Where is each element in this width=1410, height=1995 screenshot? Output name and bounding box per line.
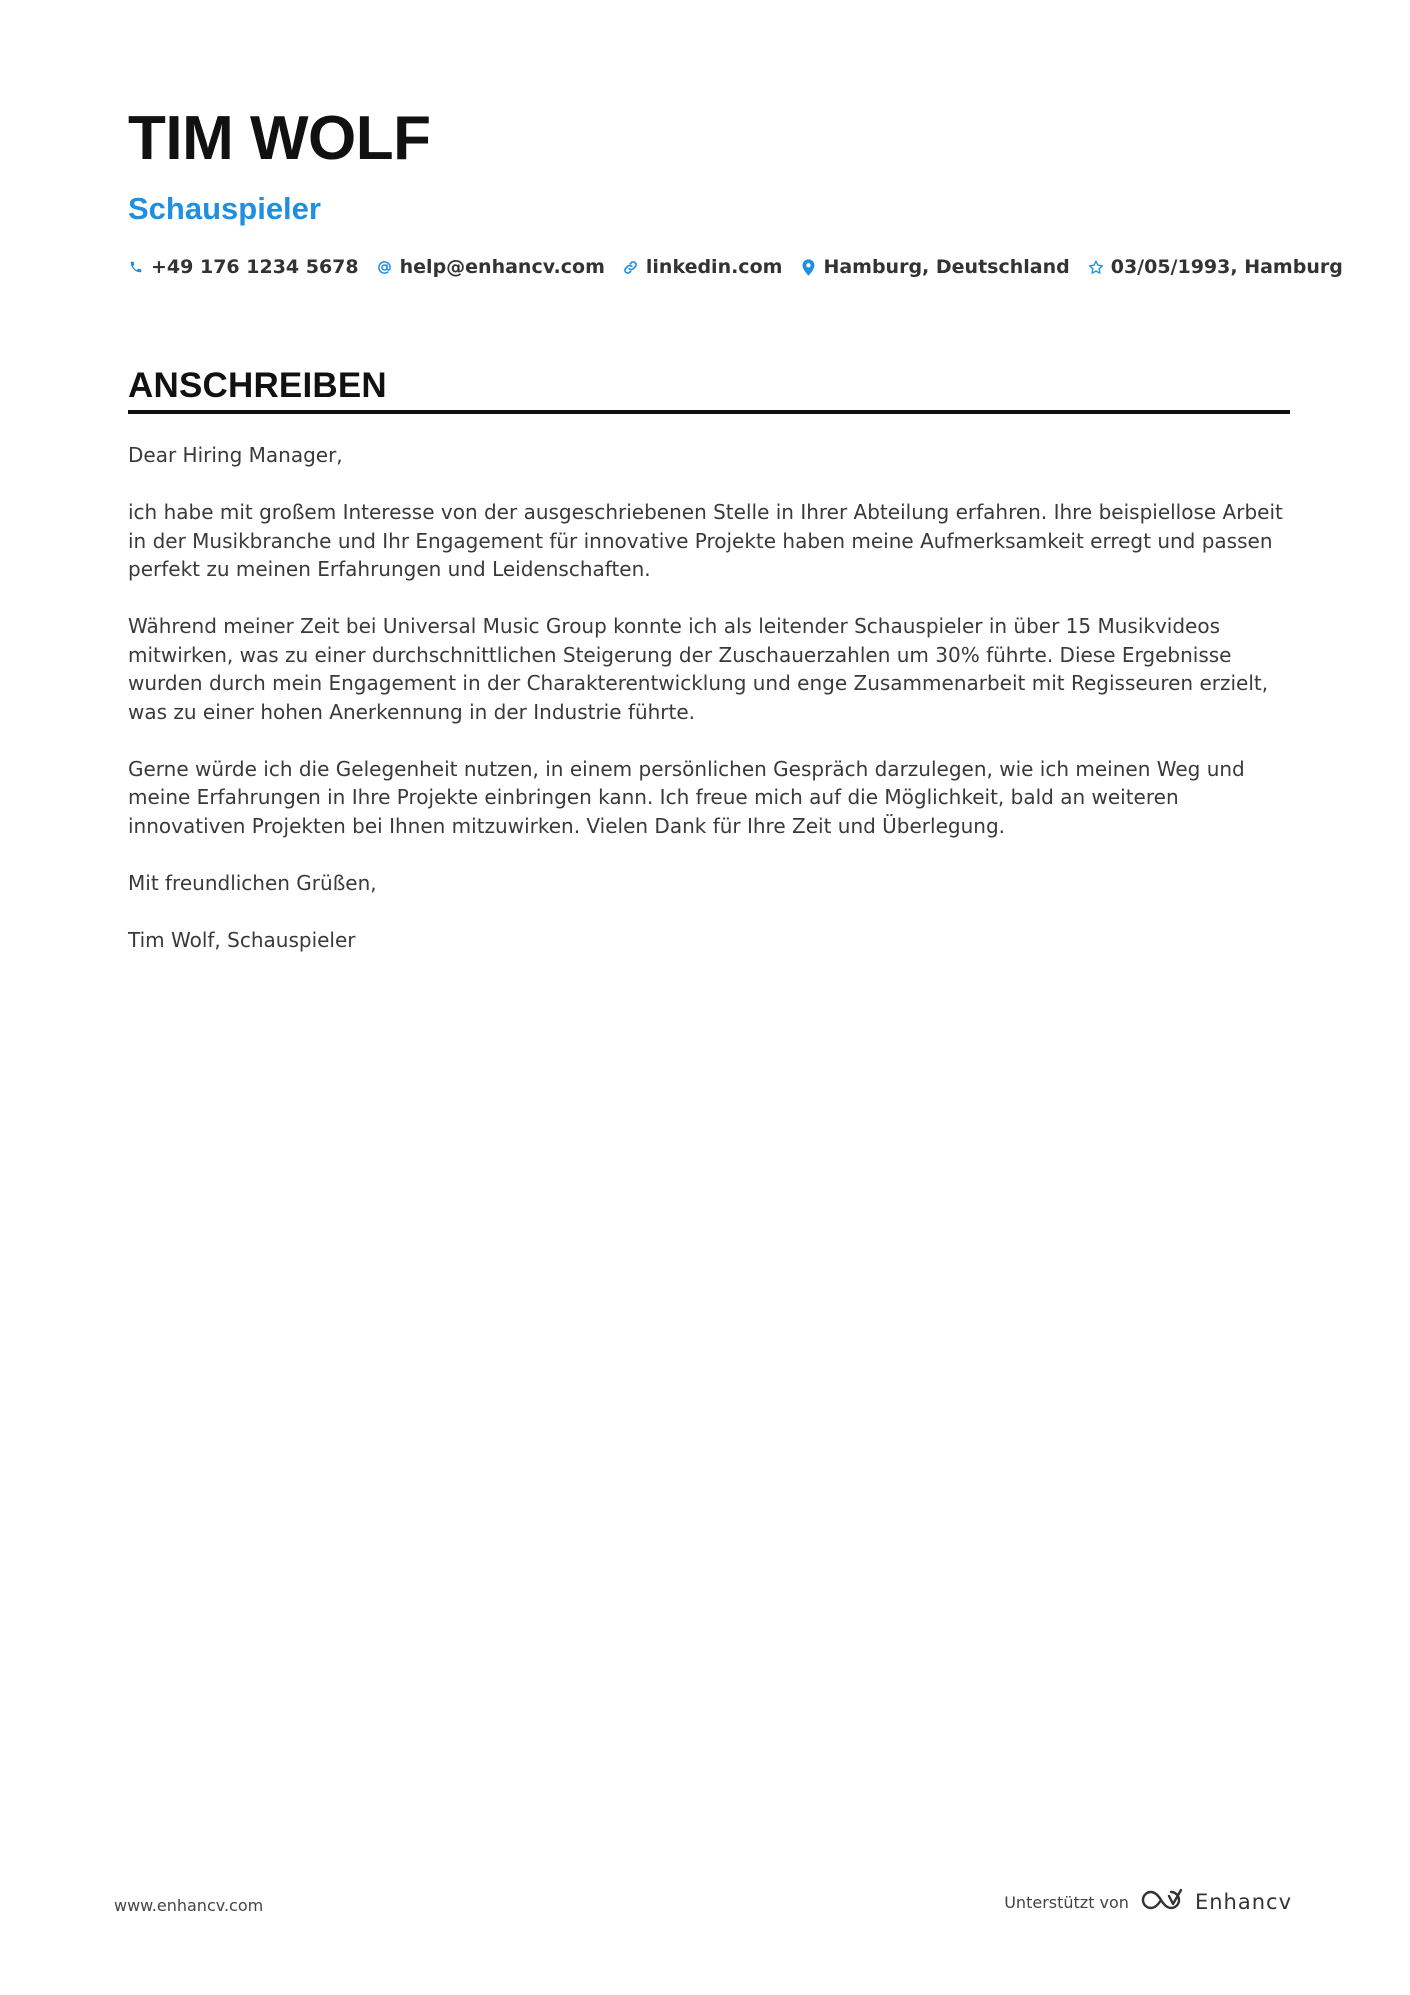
section-divider: [128, 410, 1290, 414]
enhancv-logo[interactable]: [1141, 1888, 1292, 1916]
at-icon: [377, 258, 393, 276]
footer-website[interactable]: www.enhancv.com: [114, 1896, 264, 1915]
star-icon: [1088, 258, 1104, 276]
contact-location: [800, 256, 1069, 278]
contact-email-text: help@enhancv.com: [399, 256, 605, 278]
candidate-name: TIM WOLF: [128, 104, 431, 173]
candidate-role: Schauspieler: [128, 191, 321, 226]
letter-paragraph: Gerne würde ich die Gelegenheit nutzen, in einem persönlichen Gespräch darzulegen, wie ich meinen Weg und meine Erfahrungen in Ihre Projekte einbringen kann. Ich freue mich auf die Möglichkeit, bald an weiteren innovativen Projekten bei Ihnen mitzuwirken. Vielen Dank für Ihre Zeit und Überlegung.: [128, 756, 1245, 838]
contact-birth: [1088, 256, 1343, 278]
contact-email[interactable]: [377, 256, 605, 278]
phone-icon: [128, 258, 144, 276]
contact-birth-text: 03/05/1993, Hamburg: [1110, 256, 1343, 278]
enhancv-logo-icon: [1141, 1888, 1187, 1916]
letter-paragraph: Während meiner Zeit bei Universal Music Group konnte ich als leitender Schauspieler in über 15 Musikvideos mitwirken, was zu einer durchschnittlichen Steigerung der Zuschauerzahlen um 30% führte. Diese Ergebnisse wurden durch mein Engagement in der Charakterentwicklung und enge Zusammenarbeit mit Regisseuren erzielt, was zu einer hohen Anerkennung in der Industrie führte.: [128, 614, 1269, 724]
contact-phone-text: +49 176 1234 5678: [151, 256, 359, 278]
section-title: ANSCHREIBEN: [128, 366, 387, 405]
enhancv-brand-name: Enhancv: [1194, 1890, 1292, 1914]
link-icon: [623, 258, 639, 276]
powered-by-label: Unterstützt von: [1004, 1892, 1129, 1912]
letter-signature: Tim Wolf, Schauspieler: [128, 927, 356, 952]
contact-linkedin[interactable]: [623, 256, 783, 278]
letter-closing: Mit freundlichen Grüßen,: [128, 870, 377, 895]
letter-greeting: Dear Hiring Manager,: [128, 443, 343, 467]
letter-paragraph: ich habe mit großem Interesse von der ausgeschriebenen Stelle in Ihrer Abteilung erfahren. Ihre beispiellose Arbeit in der Musikbranche und Ihr Engagement für innovative Projekte haben meine Aufmerksamkeit erregt und passen perfekt zu meinen Erfahrungen und Leidenschaften.: [128, 500, 1283, 581]
footer-branding: [1004, 1888, 1292, 1916]
contact-location-text: Hamburg, Deutschland: [823, 256, 1070, 278]
contact-linkedin-text: linkedin.com: [645, 256, 783, 278]
letter-body: [128, 441, 1290, 983]
location-pin-icon: [800, 258, 816, 276]
contact-bar: [128, 256, 1343, 278]
contact-phone[interactable]: [128, 256, 359, 278]
